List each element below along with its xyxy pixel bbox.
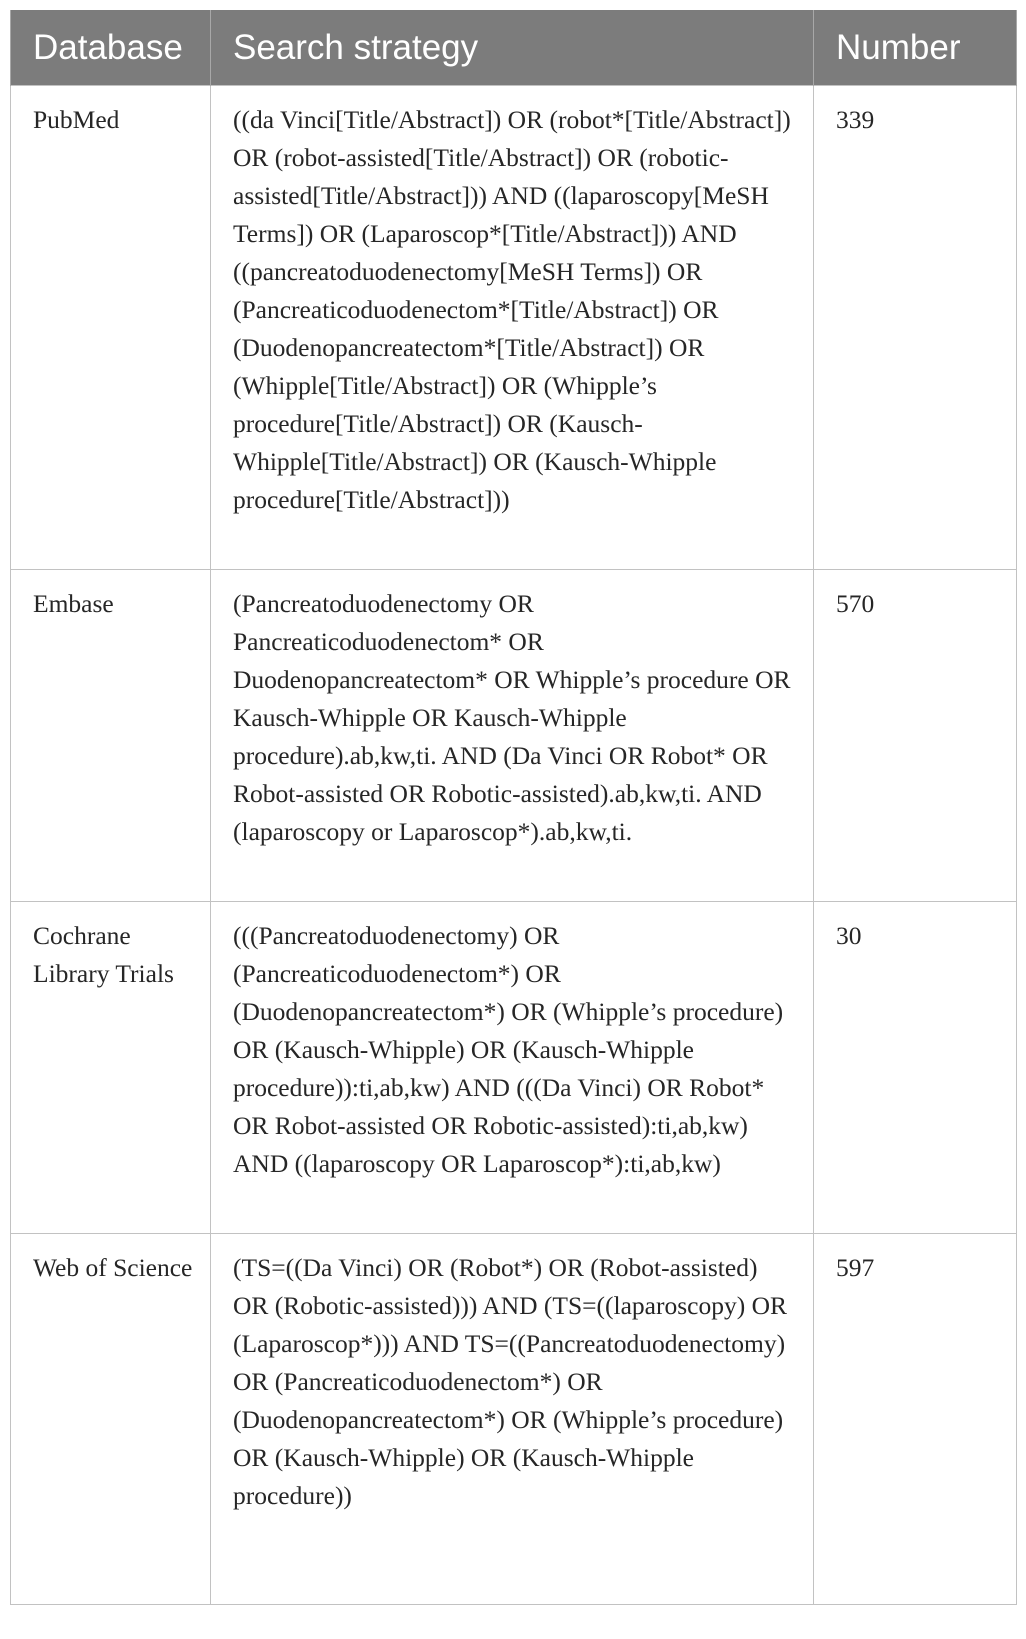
strategy-cell: (((Pancreatoduodenectomy) OR (Pancreaticoduodenectom*) OR (Duodenopancreatectom*) OR (Whipple’s procedure) OR (Kausch-Whipple) OR (Kausch-Whipple procedure)):ti,ab,kw) AND (((Da Vinci) OR Robot* OR Robot-assisted OR Robotic-assisted):ti,ab,kw) AND ((laparoscopy OR Laparoscop*):ti,ab,kw) [211, 902, 814, 1234]
table-row [11, 570, 1017, 902]
number-cell: 570 [814, 570, 1017, 902]
database-cell: Embase [11, 570, 211, 902]
database-cell: PubMed [11, 86, 211, 570]
header-database: Database [11, 10, 211, 86]
number-cell: 597 [814, 1234, 1017, 1605]
strategy-cell: (TS=((Da Vinci) OR (Robot*) OR (Robot-assisted) OR (Robotic-assisted))) AND (TS=((laparoscopy) OR (Laparoscop*))) AND TS=((Pancreatoduodenectomy) OR (Pancreaticoduodenectom*) OR (Duodenopancreatectom*) OR (Whipple’s procedure) OR (Kausch-Whipple) OR (Kausch-Whipple procedure)) [211, 1234, 814, 1605]
strategy-cell: (Pancreatoduodenectomy OR Pancreaticoduodenectom* OR Duodenopancreatectom* OR Whipple’s procedure OR Kausch-Whipple OR Kausch-Whipple procedure).ab,kw,ti. AND (Da Vinci OR Robot* OR Robot-assisted OR Robotic-assisted).ab,kw,ti. AND (laparoscopy or Laparoscop*).ab,kw,ti. [211, 570, 814, 902]
table-row [11, 902, 1017, 1234]
number-cell: 339 [814, 86, 1017, 570]
table-row [11, 1234, 1017, 1605]
header-search-strategy: Search strategy [211, 10, 814, 86]
search-strategy-table [10, 10, 1017, 1605]
header-row [11, 10, 1017, 86]
table-header [11, 10, 1017, 86]
table-body [11, 86, 1017, 1605]
database-cell: Web of Science [11, 1234, 211, 1605]
database-cell: Cochrane Library Trials [11, 902, 211, 1234]
table-row [11, 86, 1017, 570]
header-number: Number [814, 10, 1017, 86]
number-cell: 30 [814, 902, 1017, 1234]
strategy-cell: ((da Vinci[Title/Abstract]) OR (robot*[Title/Abstract]) OR (robot-assisted[Title/Abstract]) OR (robotic-assisted[Title/Abstract])) AND ((laparoscopy[MeSH Terms]) OR (Laparoscop*[Title/Abstract])) AND ((pancreatoduodenectomy[MeSH Terms]) OR (Pancreaticoduodenectom*[Title/Abstract]) OR (Duodenopancreatectom*[Title/Abstract]) OR (Whipple[Title/Abstract]) OR (Whipple’s procedure[Title/Abstract]) OR (Kausch-Whipple[Title/Abstract]) OR (Kausch-Whipple procedure[Title/Abstract])) [211, 86, 814, 570]
